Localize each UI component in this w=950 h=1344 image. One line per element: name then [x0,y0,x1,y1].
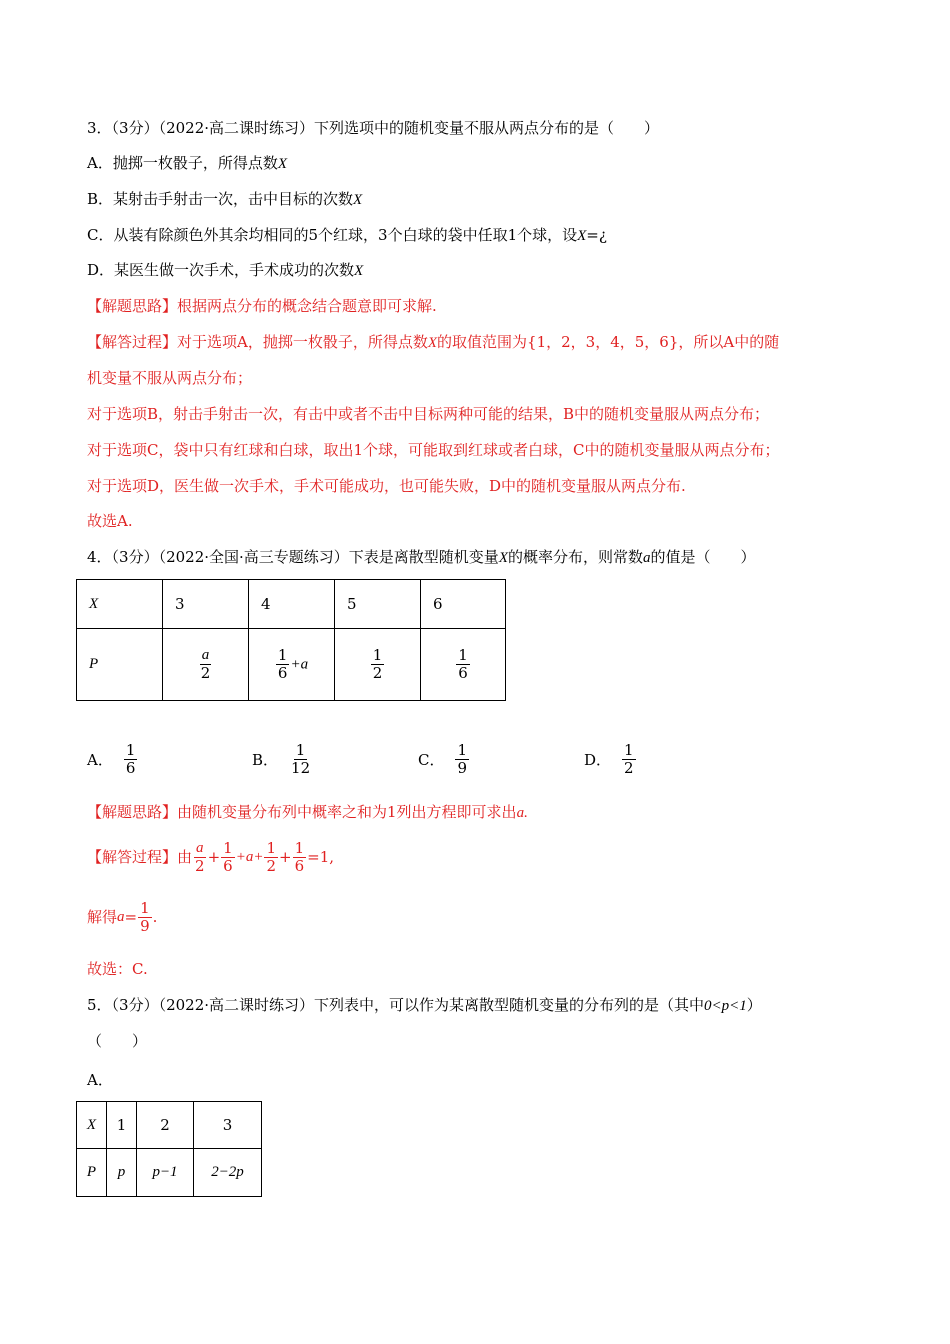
q3-option-b: B．某射击手射击一次，击中目标的次数X [87,190,363,208]
q4-option-c: C． $\frac{1}{9}$ [418,741,468,777]
q3-process-line5: 对于选项D，医生做一次手术，手术可能成功，也可能失败，D中的随机变量服从两点分布. [87,477,686,495]
table-row [77,1102,262,1149]
x-cell: 5 [335,580,421,629]
p-cell: 2−2p [194,1149,262,1197]
p-cell: p−1 [137,1149,194,1197]
p-cell: $\frac{1}{2}$ [335,629,421,701]
p-cell: p [107,1149,137,1197]
q3-process-line3: 对于选项B，射击手射击一次，有击中或者不击中目标两种可能的结果，B中的随机变量服从两点分布； [87,405,770,423]
row-label-p: P [77,629,163,701]
row-label-x: X [77,1102,107,1149]
q4-approach: 【解题思路】由随机变量分布列中概率之和为1列出方程即可求出a. [87,803,528,821]
q5-option-a-table [76,1101,262,1197]
q4-solve: 解得 a = $\frac{1}{9}$ . [87,899,158,935]
x-cell: 2 [137,1102,194,1149]
x-cell: 1 [107,1102,137,1149]
q5-stem: 5．（3分）（2022·高二课时练习）下列表中，可以作为某离散型随机变量的分布列的是（其中0<p<1） [87,996,762,1014]
q3-option-c: C．从装有除颜色外其余均相同的5个红球，3个白球的袋中任取1个球，设X=¿ [87,226,607,244]
q4-stem: 4．（3分）（2022·全国·高三专题练习）下表是离散型随机变量X的概率分布，则常数a的值是（ ） [87,548,756,566]
x-cell: 3 [194,1102,262,1149]
p-cell: $\frac{1}{6}$ [421,629,506,701]
q3-option-d: D．某医生做一次手术，手术成功的次数X [87,261,364,279]
q3-option-a: A．抛掷一枚骰子，所得点数X [87,154,288,172]
q4-option-d: D． $\frac{1}{2}$ [584,741,634,777]
q4-option-b: B． $\frac{1}{12}$ [252,741,311,777]
x-cell: 3 [163,580,249,629]
q5-stem-paren: （ ） [87,1032,148,1050]
q4-distribution-table [76,579,506,701]
row-label-p: P [77,1149,107,1197]
q3-answer: 故选A. [87,512,133,530]
q4-process: 【解答过程】 由 $\frac{a}{2}$ + $\frac{1}{6}$ +a+ $\frac{1}{2}$ + $\frac{1}{6}$ =1, [87,839,335,875]
table-row [77,580,506,629]
x-cell: 6 [421,580,506,629]
q5-option-a-label: A． [87,1071,113,1089]
p-cell: $\frac{a}{2}$ [163,629,249,701]
q4-answer: 故选：C. [87,960,148,978]
x-cell: 4 [249,580,335,629]
p-cell: $\frac{1}{6}$ +a [249,629,335,701]
q4-option-a: A． $\frac{1}{6}$ [87,741,136,777]
q3-process-line1: 【解答过程】对于选项A，抛掷一枚骰子，所得点数X的取值范围为{1，2，3，4，5，6}，所以A中的随 [87,333,780,351]
table-row [77,1149,262,1197]
row-label-x: X [77,580,163,629]
q3-process-line4: 对于选项C，袋中只有红球和白球，取出1个球，可能取到红球或者白球，C中的随机变量服从两点分布； [87,441,780,459]
q3-approach: 【解题思路】根据两点分布的概念结合题意即可求解. [87,297,437,315]
table-row [77,629,506,701]
q3-stem: 3．（3分）（2022·高二课时练习）下列选项中的随机变量不服从两点分布的是（ ） [87,119,660,137]
q3-process-line2: 机变量不服从两点分布； [87,369,253,387]
